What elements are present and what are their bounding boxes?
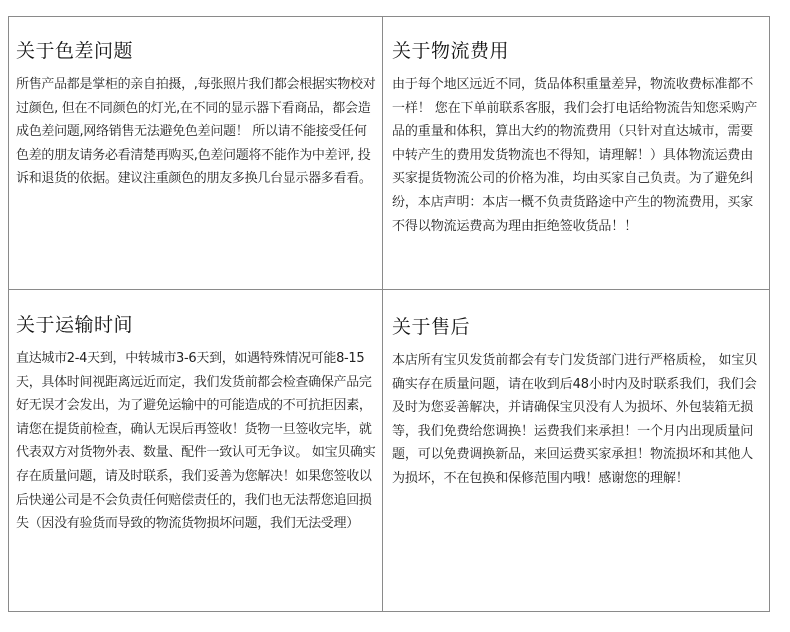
shipping-fee-text: 由于每个地区远近不同，货品体积重量差异，物流收费标准都不一样！ 您在下单前联系客服，我们会打电话给物流告知您采购产品的重量和体积，算出大约的物流费用（只针对直达城市，需要中转产生的费用发货物流也不得知，请理解！）具体物流运费由买家提货物流公司的价格为准，均由买家自己负责。为了避免纠纷，本店声明：本店一概不负责货路途中产生的物流费用，买家不得以物流运费高为理由拒绝签收货品！！ xyxy=(392,77,758,234)
after-sales-title: 关于售后 xyxy=(392,316,471,338)
grid-vertical-divider xyxy=(382,16,383,612)
delivery-time-text: 直达城市2-4天到，中转城市3-6天到，如遇特殊情况可能8-15天，具体时间视距离远近而定，我们发货前都会检查确保产品完好无误才会发出，为了避免运输中的可能造成的不可抗拒因素，请您在提货前检查，确认无误后再签收！货物一旦签收完毕，就代表双方对货物外表、数量、配件一致认可无争议。 如宝贝确实存在质量问题，请及时联系，我们妥善为您解决！如果您签收以后快递公司是不会负责任何赔偿责任的，我们也无法帮您追回损失（因没有验货而导致的物流货物损坏问题，我们无法受理） xyxy=(16,351,376,532)
grid-horizontal-divider xyxy=(8,289,770,290)
color-difference-title: 关于色差问题 xyxy=(16,40,134,62)
after-sales-section xyxy=(392,312,762,491)
shipping-fee-section xyxy=(392,36,762,238)
delivery-time-section xyxy=(16,310,378,536)
shipping-fee-title: 关于物流费用 xyxy=(392,40,510,62)
color-difference-text: 所售产品都是掌柜的亲自拍摄，,每张照片我们都会根据实物校对过颜色, 但在不同颜色的灯光,在不同的显示器下看商品，都会造成色差问题,网络销售无法避免色差问题！ 所以请不能接受任何色差的朋友请务必看清楚再购买,色差问题将不能作为中差评, 投诉和退货的依据。建议注重颜色的朋友多换几台显示器多看看。 xyxy=(16,77,376,187)
after-sales-text: 本店所有宝贝发货前都会有专门发货部门进行严格质检， 如宝贝确实存在质量问题，请在收到后48小时内及时联系我们，我们会及时为您妥善解决，并请确保宝贝没有人为损坏、外包装箱无损等，我们免费给您调换！运费我们来承担！一个月内出现质量问题，可以免费调换新品，来回运费买家承担！物流损坏和其他人为损坏，不在包换和保修范围内哦！感谢您的理解！ xyxy=(392,353,758,486)
color-difference-section xyxy=(16,36,378,191)
delivery-time-title: 关于运输时间 xyxy=(16,314,134,336)
